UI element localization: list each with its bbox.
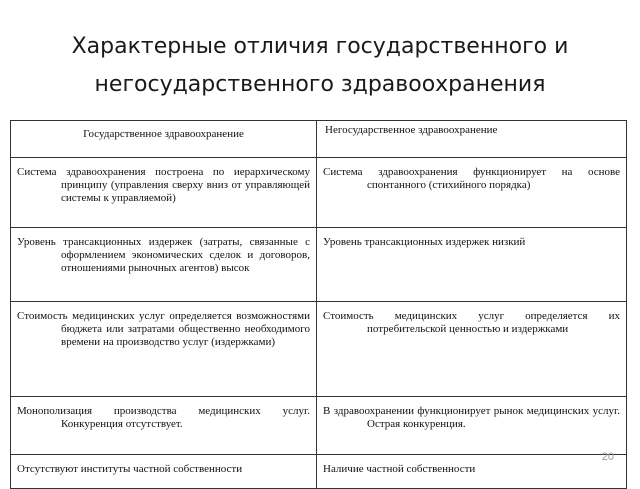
table-row [11, 397, 627, 455]
header-state: Государственное здравоохранение [11, 121, 317, 158]
cell-state [11, 302, 317, 397]
cell-text: Уровень трансакционных издержек (затраты, связанные с оформлением экономических сделок и договоров, отношениями рыночных агентов) высок [17, 236, 310, 274]
table-row [11, 228, 627, 302]
cell-private [317, 158, 627, 228]
table-row [11, 455, 627, 489]
title-line-1: Характерные отличия государственного и [71, 34, 569, 59]
page-title [0, 28, 640, 104]
cell-private [317, 228, 627, 302]
cell-text: Система здравоохранения построена по иерархическому принципу (управления сверху вниз от управляющей системы к управляемой) [17, 166, 310, 204]
cell-state [11, 397, 317, 455]
cell-text: Система здравоохранения функционирует на основе спонтанного (стихийного порядка) [323, 166, 620, 191]
cell-private [317, 455, 627, 489]
cell-private [317, 397, 627, 455]
page-number: 20 [601, 451, 614, 463]
cell-text: Наличие частной собственности [323, 463, 476, 475]
table-header-row [11, 121, 627, 158]
cell-text: Отсутствуют институты частной собственности [17, 463, 243, 475]
table-row [11, 158, 627, 228]
comparison-table [10, 120, 627, 489]
cell-text: Уровень трансакционных издержек низкий [323, 236, 526, 248]
table-row [11, 302, 627, 397]
cell-state [11, 228, 317, 302]
cell-text: В здравоохранении функционирует рынок медицинских услуг. Острая конкуренция. [323, 405, 620, 430]
cell-text: Стоимость медицинских услуг определяется их потребительской ценностью и издержками [323, 310, 620, 335]
header-private: Негосударственное здравоохранение [317, 121, 627, 158]
cell-private [317, 302, 627, 397]
title-line-2: негосударственного здравоохранения [94, 72, 546, 97]
cell-text: Монополизация производства медицинских услуг. Конкуренция отсутствует. [17, 405, 310, 430]
cell-text: Стоимость медицинских услуг определяется возможностями бюджета или затратами общественно необходимого времени на производство услуг (издержками) [17, 310, 310, 348]
cell-state [11, 158, 317, 228]
cell-state [11, 455, 317, 489]
